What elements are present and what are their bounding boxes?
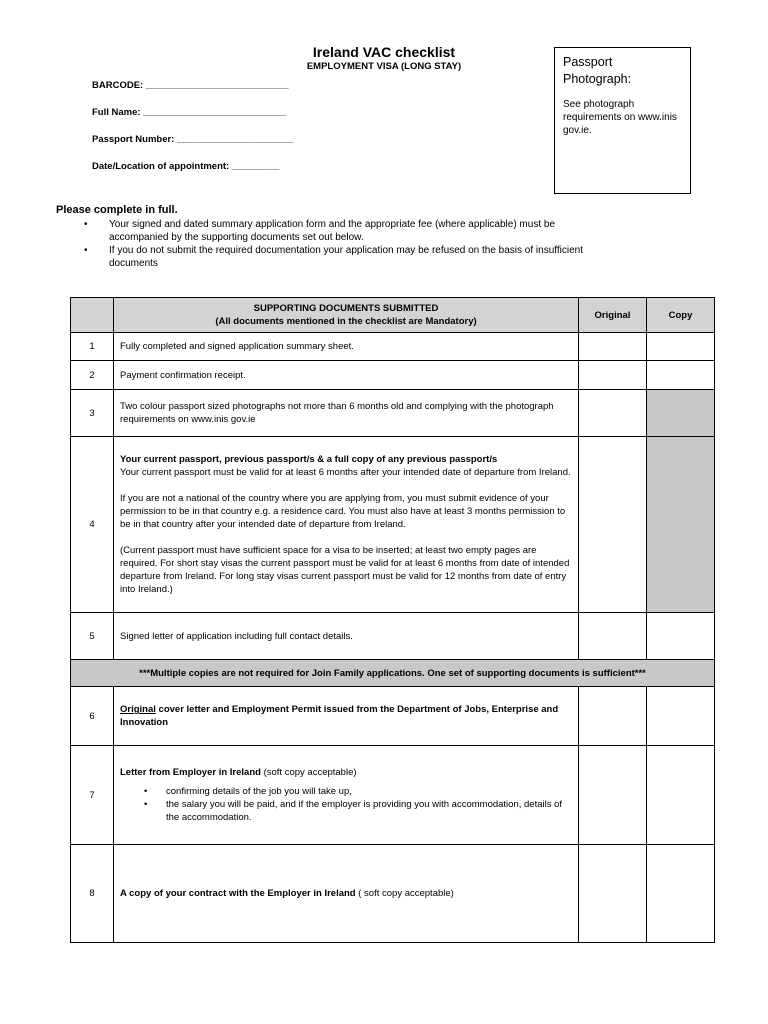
- original-checkbox[interactable]: [579, 437, 647, 613]
- row-suffix-text: ( soft copy acceptable): [355, 888, 454, 899]
- note-row: [71, 660, 715, 687]
- photo-box-heading: Passport Photograph:: [563, 55, 632, 86]
- row-sub-list: [120, 785, 572, 824]
- row-paragraph: (Current passport must have sufficient space for a visa to be inserted; at least two empty pages are required. For short stay visas the current passport must be valid for at least 6 months from date of intended departure from Ireland. For long stay visas current passport must be valid for 12 months from date of entry into Ireland.): [120, 545, 570, 595]
- row-text: Two colour passport sized photographs not more than 6 months old and complying with the photograph requirements on www.inis gov.ie: [114, 390, 579, 437]
- row-paragraph: Your current passport must be valid for at least 6 months after your intended date of departure from Ireland.: [120, 467, 571, 478]
- row-text: [114, 845, 579, 943]
- row-text: Fully completed and signed application summary sheet.: [114, 333, 579, 361]
- row-underlined-text: Original: [120, 704, 156, 715]
- table-row: [71, 845, 715, 943]
- passport-photo-box: [554, 47, 691, 194]
- row-text: Payment confirmation receipt.: [114, 361, 579, 390]
- original-checkbox[interactable]: [579, 746, 647, 845]
- copy-checkbox[interactable]: [647, 361, 715, 390]
- bullet-glyph: •: [84, 219, 88, 230]
- list-item: • the salary you will be paid, and if the employer is providing you with accommodation, details of the accommodation.: [144, 798, 572, 824]
- copy-cell-disabled: [647, 437, 715, 613]
- row-bold-text: Your current passport, previous passport/s & a full copy of any previous passport/s: [120, 454, 498, 465]
- bullet-glyph: •: [84, 245, 88, 256]
- barcode-field[interactable]: BARCODE: ___________________________: [92, 80, 289, 91]
- row-number: 5: [71, 613, 114, 660]
- instruction-item: [84, 218, 594, 244]
- list-item: • confirming details of the job you will take up,: [144, 785, 572, 798]
- full-name-field[interactable]: Full Name: ___________________________: [92, 107, 286, 118]
- table-row: [71, 613, 715, 660]
- row-bold-text: A copy of your contract with the Employer in Ireland: [120, 888, 356, 899]
- documents-header-line2: (All documents mentioned in the checklist are Mandatory): [215, 316, 477, 327]
- row-text-rest: cover letter and Employment Permit issued from the Department of Jobs, Enterprise and Innovation: [120, 704, 559, 728]
- copy-checkbox[interactable]: [647, 845, 715, 943]
- page-subtitle: EMPLOYMENT VISA (LONG STAY): [306, 61, 462, 72]
- join-family-note: ***Multiple copies are not required for Join Family applications. One set of supporting documents is sufficient***: [71, 660, 715, 687]
- table-header-row: [71, 298, 715, 333]
- photo-box-note: See photograph requirements on www.inis gov.ie.: [563, 99, 677, 136]
- table-row: [71, 687, 715, 746]
- row-number: 8: [71, 845, 114, 943]
- original-checkbox[interactable]: [579, 390, 647, 437]
- instruction-text: If you do not submit the required documentation your application may be refused on the basis of insufficient documents: [109, 245, 583, 269]
- row-paragraph: If you are not a national of the country where you are applying from, you must submit evidence of your permission to be in that country e.g. a residence card. You must also have at least 3 months permission to be in that country after your intended date of departure from Ireland.: [120, 493, 566, 530]
- original-checkbox[interactable]: [579, 613, 647, 660]
- row-number: 1: [71, 333, 114, 361]
- table-row: [71, 390, 715, 437]
- copy-checkbox[interactable]: [647, 687, 715, 746]
- row-number: 7: [71, 746, 114, 845]
- appointment-field[interactable]: Date/Location of appointment: _________: [92, 161, 280, 172]
- instruction-text: Your signed and dated summary application form and the appropriate fee (where applicable) must be accompanied by the supporting documents set out below.: [109, 219, 556, 243]
- table-row: [71, 437, 715, 613]
- page-title: Ireland VAC checklist: [312, 44, 456, 60]
- original-checkbox[interactable]: [579, 687, 647, 746]
- copy-cell-disabled: [647, 390, 715, 437]
- checklist-table: [70, 297, 715, 943]
- row-suffix-text: (soft copy acceptable): [260, 767, 357, 778]
- copy-header: Copy: [647, 298, 715, 333]
- table-row: [71, 361, 715, 390]
- passport-number-field[interactable]: Passport Number: ______________________: [92, 134, 294, 145]
- copy-checkbox[interactable]: [647, 746, 715, 845]
- row-text: Signed letter of application including full contact details.: [114, 613, 579, 660]
- original-checkbox[interactable]: [579, 361, 647, 390]
- documents-header-line1: SUPPORTING DOCUMENTS SUBMITTED: [253, 303, 439, 314]
- num-header: [71, 298, 114, 333]
- instructions-heading: Please complete in full.: [56, 204, 178, 216]
- table-row: [71, 333, 715, 361]
- row-bold-text: Letter from Employer in Ireland: [120, 767, 261, 778]
- row-number: 3: [71, 390, 114, 437]
- original-header: Original: [579, 298, 647, 333]
- row-number: 4: [71, 437, 114, 613]
- row-text: [114, 746, 579, 845]
- row-number: 2: [71, 361, 114, 390]
- copy-checkbox[interactable]: [647, 613, 715, 660]
- row-text: [114, 437, 579, 613]
- instructions-list: [84, 218, 594, 270]
- original-checkbox[interactable]: [579, 333, 647, 361]
- instruction-item: [84, 244, 594, 270]
- copy-checkbox[interactable]: [647, 333, 715, 361]
- row-number: 6: [71, 687, 114, 746]
- original-checkbox[interactable]: [579, 845, 647, 943]
- documents-header: [114, 298, 579, 333]
- table-row: [71, 746, 715, 845]
- row-text: [114, 687, 579, 746]
